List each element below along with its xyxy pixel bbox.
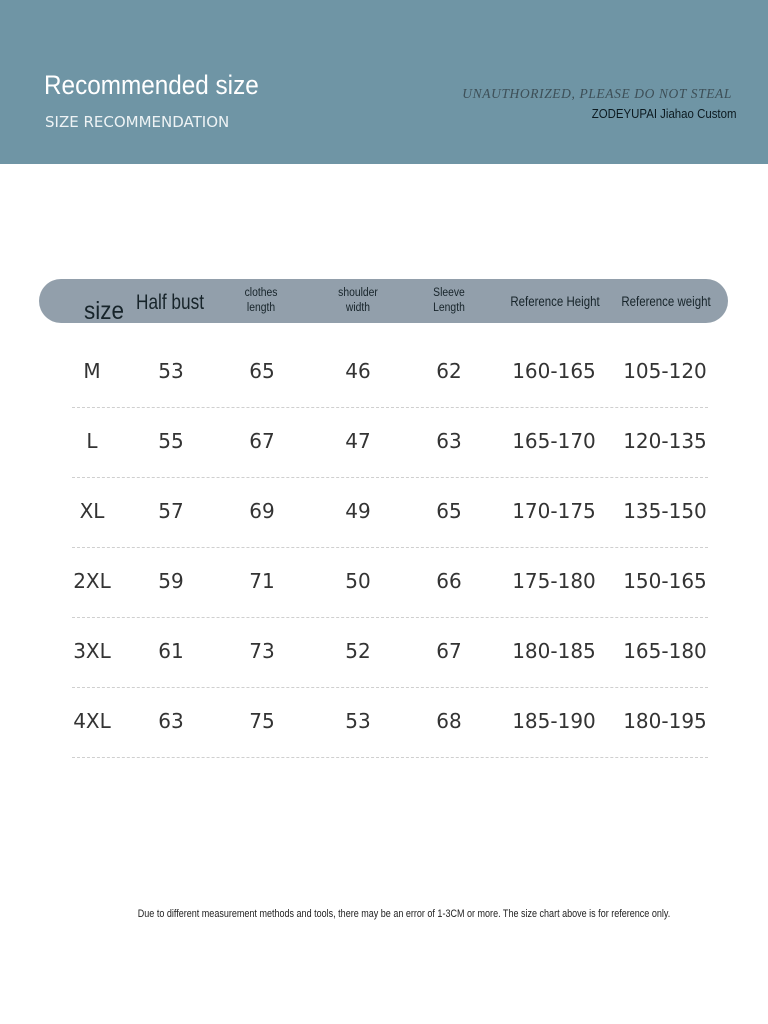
cell-sleeve-length: 67 <box>436 639 462 663</box>
cell-size: XL <box>79 499 105 523</box>
column-header-half-bust: Half bust <box>136 291 204 314</box>
brand-name: ZODEYUPAI Jiahao Custom <box>591 106 736 121</box>
cell-clothes-length: 75 <box>249 709 275 733</box>
cell-half-bust: 55 <box>158 429 184 453</box>
cell-shoulder-width: 47 <box>345 429 371 453</box>
row-divider <box>72 547 708 548</box>
cell-shoulder-width: 50 <box>345 569 371 593</box>
column-header-reference-weight: Reference weight <box>621 293 711 309</box>
cell-reference-weight: 165-180 <box>623 639 707 663</box>
cell-size: 4XL <box>73 709 111 733</box>
measurement-footnote: Due to different measurement methods and tools, there may be an error of 1-3CM or more. The size chart above is for reference only. <box>137 908 671 920</box>
cell-sleeve-length: 66 <box>436 569 462 593</box>
cell-reference-height: 165-170 <box>512 429 596 453</box>
cell-shoulder-width: 49 <box>345 499 371 523</box>
cell-reference-height: 180-185 <box>512 639 596 663</box>
cell-half-bust: 53 <box>158 359 184 383</box>
cell-clothes-length: 73 <box>249 639 275 663</box>
row-divider <box>72 687 708 688</box>
cell-clothes-length: 67 <box>249 429 275 453</box>
cell-half-bust: 57 <box>158 499 184 523</box>
cell-reference-height: 185-190 <box>512 709 596 733</box>
header-banner <box>0 0 768 164</box>
cell-reference-height: 170-175 <box>512 499 596 523</box>
cell-sleeve-length: 62 <box>436 359 462 383</box>
cell-size: L <box>86 429 98 453</box>
cell-reference-weight: 180-195 <box>623 709 707 733</box>
cell-reference-weight: 135-150 <box>623 499 707 523</box>
cell-sleeve-length: 68 <box>436 709 462 733</box>
cell-reference-height: 175-180 <box>512 569 596 593</box>
column-header-clothes-length: clothes length <box>244 287 278 314</box>
cell-shoulder-width: 52 <box>345 639 371 663</box>
cell-reference-weight: 105-120 <box>623 359 707 383</box>
cell-reference-weight: 150-165 <box>623 569 707 593</box>
row-divider <box>72 477 708 478</box>
cell-shoulder-width: 46 <box>345 359 371 383</box>
row-divider <box>72 407 708 408</box>
cell-size: 2XL <box>73 569 111 593</box>
cell-size: 3XL <box>73 639 111 663</box>
column-header-sleeve-length: Sleeve Length <box>433 287 465 314</box>
cell-half-bust: 61 <box>158 639 184 663</box>
column-header-size: size <box>83 296 125 325</box>
cell-half-bust: 59 <box>158 569 184 593</box>
copyright-warning: UNAUTHORIZED, PLEASE DO NOT STEAL <box>462 86 732 101</box>
cell-sleeve-length: 65 <box>436 499 462 523</box>
page-subtitle: SIZE RECOMMENDATION <box>45 113 230 131</box>
cell-sleeve-length: 63 <box>436 429 462 453</box>
column-header-shoulder-width: shoulder width <box>338 287 378 314</box>
cell-half-bust: 63 <box>158 709 184 733</box>
column-header-reference-height: Reference Height <box>510 293 600 309</box>
cell-shoulder-width: 53 <box>345 709 371 733</box>
cell-size: M <box>83 359 101 383</box>
cell-reference-height: 160-165 <box>512 359 596 383</box>
row-divider <box>72 757 708 758</box>
cell-clothes-length: 65 <box>249 359 275 383</box>
cell-clothes-length: 71 <box>249 569 275 593</box>
row-divider <box>72 617 708 618</box>
cell-reference-weight: 120-135 <box>623 429 707 453</box>
cell-clothes-length: 69 <box>249 499 275 523</box>
page-title: Recommended size <box>44 70 259 100</box>
